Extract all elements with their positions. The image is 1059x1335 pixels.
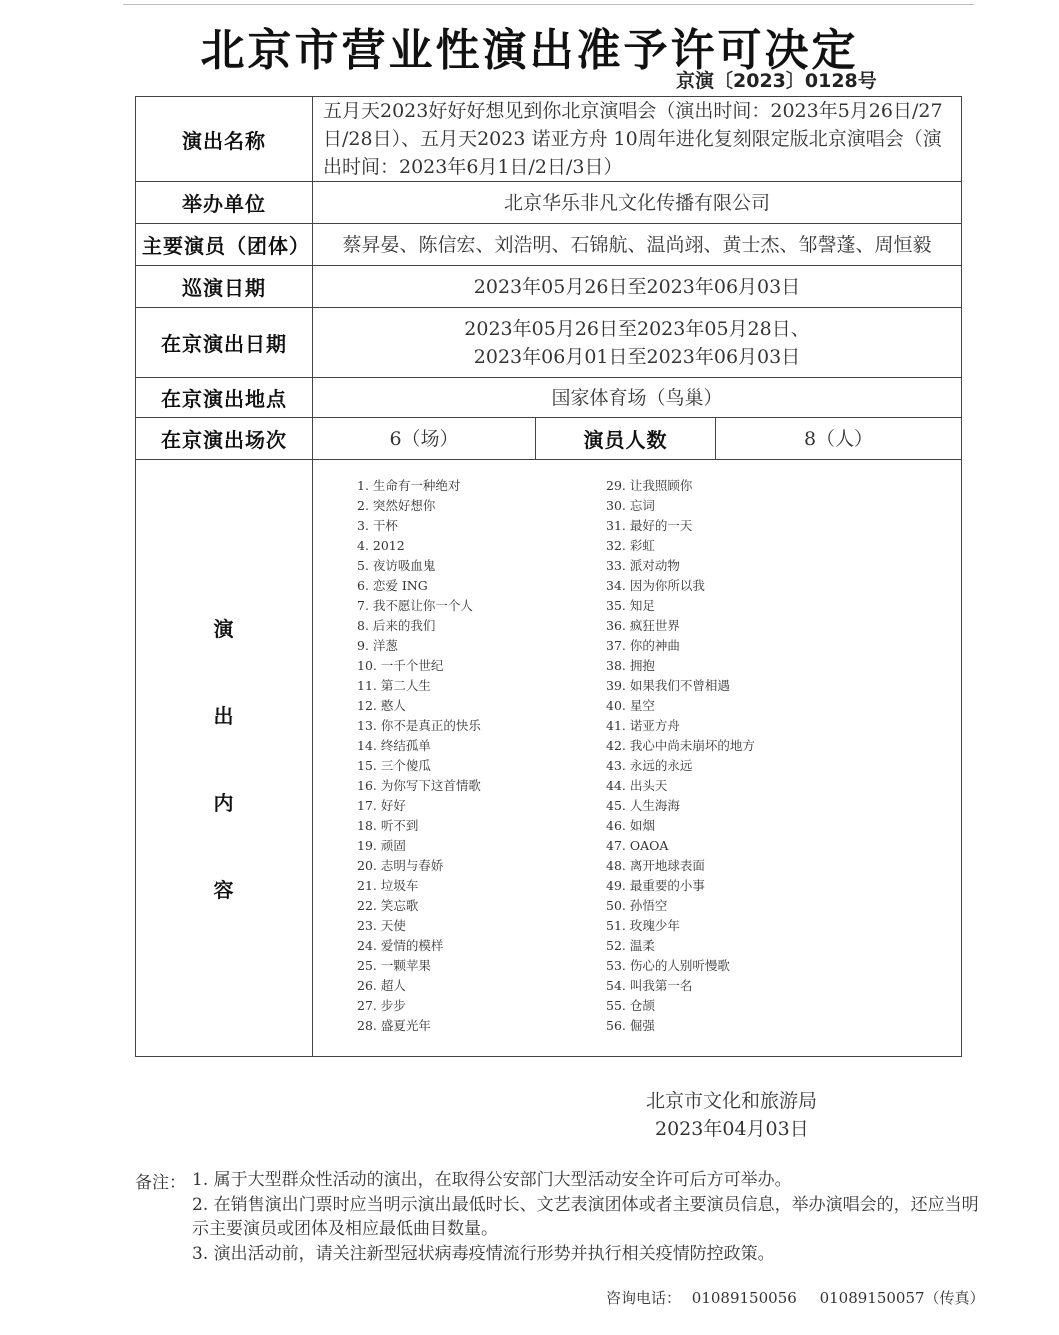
note-item: 2. 在销售演出门票时应当明示演出最低时长、文艺表演团体或者主要演员信息，举办演唱会的，还应当明示主要演员或团体及相应最低曲目数量。 — [192, 1195, 979, 1239]
setlist-item: 52. 温柔 — [606, 938, 655, 953]
setlist-item: 45. 人生海海 — [606, 798, 680, 813]
setlist-column-2 — [606, 476, 755, 1036]
setlist-item: 47. OAOA — [606, 838, 669, 853]
setlist-item: 38. 拥抱 — [606, 658, 655, 673]
note-item: 1. 属于大型群众性活动的演出，在取得公安部门大型活动安全许可后方可举办。 — [192, 1170, 792, 1190]
show-name-value: 五月天2023好好好想见到你北京演唱会（演出时间：2023年5月26日/27日/28日）、五月天2023 诺亚方舟 10周年进化复刻限定版北京演唱会（演出时间：2023年6月1日/2日/3日） — [313, 97, 962, 182]
setlist-item: 50. 孙悟空 — [606, 898, 668, 913]
setlist-item: 41. 诺亚方舟 — [606, 718, 680, 733]
content-label-char: 内 — [213, 791, 235, 815]
row-organizer — [136, 182, 962, 224]
setlist-item: 23. 天使 — [357, 918, 406, 933]
setlist-item: 27. 步步 — [357, 998, 406, 1013]
setlist-item: 6. 恋爱 ING — [357, 578, 428, 593]
setlist-item: 54. 叫我第一名 — [606, 978, 693, 993]
performers-value: 蔡昇晏、陈信宏、刘浩明、石锦航、温尚翊、黄士杰、邹謦蓬、周恒毅 — [313, 224, 962, 266]
beijing-dates-line2: 2023年06月01日至2023年06月03日 — [473, 345, 801, 368]
setlist-item: 37. 你的神曲 — [606, 638, 680, 653]
setlist-item: 1. 生命有一种绝对 — [357, 478, 461, 493]
row-venue — [136, 378, 962, 418]
setlist-item: 33. 派对动物 — [606, 558, 680, 573]
setlist-cell — [313, 460, 962, 1057]
setlist-item: 17. 好好 — [357, 798, 406, 813]
row-sessions — [136, 418, 962, 460]
setlist-item: 12. 憨人 — [357, 698, 406, 713]
contact-label: 咨询电话： — [606, 1289, 682, 1307]
setlist-item: 7. 我不愿让你一个人 — [357, 598, 473, 613]
setlist-item: 25. 一颗苹果 — [357, 958, 431, 973]
note-item: 3. 演出活动前，请关注新型冠状病毒疫情流行形势并执行相关疫情防控政策。 — [192, 1244, 775, 1264]
setlist-item: 16. 为你写下这首情歌 — [357, 778, 481, 793]
beijing-dates-label: 在京演出日期 — [136, 308, 313, 378]
contact-fax: 01089150057（传真） — [819, 1289, 985, 1307]
contact-info — [606, 1287, 991, 1308]
setlist-item: 2. 突然好想你 — [357, 498, 436, 513]
setlist-item: 48. 离开地球表面 — [606, 858, 705, 873]
setlist-item: 40. 星空 — [606, 698, 655, 713]
setlist-item: 30. 忘词 — [606, 498, 655, 513]
setlist-item: 51. 玫瑰少年 — [606, 918, 680, 933]
setlist-item: 11. 第二人生 — [357, 678, 431, 693]
sessions-label: 在京演出场次 — [136, 418, 313, 460]
setlist-item: 8. 后来的我们 — [357, 618, 436, 633]
content-label — [136, 460, 313, 1057]
contact-phone: 01089150056 — [691, 1289, 797, 1307]
row-beijing-dates — [136, 308, 962, 378]
venue-label: 在京演出地点 — [136, 378, 313, 418]
setlist-item: 49. 最重要的小事 — [606, 878, 705, 893]
performers-label: 主要演员（团体） — [136, 224, 313, 266]
setlist-item: 39. 如果我们不曾相遇 — [606, 678, 730, 693]
setlist-item: 29. 让我照顾你 — [606, 478, 693, 493]
organizer-value: 北京华乐非凡文化传播有限公司 — [313, 182, 962, 224]
setlist-item: 43. 永远的永远 — [606, 758, 693, 773]
row-tour-dates — [136, 266, 962, 308]
row-content — [136, 460, 962, 1057]
setlist-item: 14. 终结孤单 — [357, 738, 431, 753]
content-label-char: 出 — [213, 704, 235, 728]
setlist-item: 3. 干杯 — [357, 518, 398, 533]
setlist-item: 10. 一千个世纪 — [357, 658, 444, 673]
performer-count-label: 演员人数 — [536, 418, 716, 460]
setlist-item: 31. 最好的一天 — [606, 518, 693, 533]
document-number: 京演〔2023〕0128号 — [676, 70, 877, 92]
setlist-item: 5. 夜访吸血鬼 — [357, 558, 436, 573]
row-show-name — [136, 97, 962, 182]
setlist-item: 46. 如烟 — [606, 818, 655, 833]
setlist-item: 26. 超人 — [357, 978, 406, 993]
performer-count-value: 8（人） — [716, 418, 962, 460]
content-label-char: 容 — [213, 878, 235, 902]
row-performers — [136, 224, 962, 266]
setlist-item: 19. 顽固 — [357, 838, 406, 853]
sessions-value: 6（场） — [313, 418, 536, 460]
setlist-item: 34. 因为你所以我 — [606, 578, 705, 593]
setlist-item: 18. 听不到 — [357, 818, 419, 833]
setlist-item: 9. 洋葱 — [357, 638, 398, 653]
setlist-item: 55. 仓颉 — [606, 998, 655, 1013]
organizer-label: 举办单位 — [136, 182, 313, 224]
beijing-dates-line1: 2023年05月26日至2023年05月28日、 — [464, 317, 810, 340]
page-top-border — [123, 4, 974, 6]
setlist-item: 28. 盛夏光年 — [357, 1018, 431, 1033]
setlist-item: 21. 垃圾车 — [357, 878, 419, 893]
setlist-item: 56. 倔强 — [606, 1018, 655, 1033]
setlist-item: 42. 我心中尚未崩坏的地方 — [606, 738, 755, 753]
show-name-label: 演出名称 — [136, 97, 313, 182]
venue-value: 国家体育场（鸟巢） — [313, 378, 962, 418]
setlist-item: 36. 疯狂世界 — [606, 618, 680, 633]
setlist-item: 15. 三个傻瓜 — [357, 758, 431, 773]
setlist-item: 24. 爱情的模样 — [357, 938, 444, 953]
issuing-authority: 北京市文化和旅游局 — [646, 1090, 818, 1112]
setlist-item: 4. 2012 — [357, 538, 405, 553]
setlist-item: 53. 伤心的人别听慢歌 — [606, 958, 730, 973]
tour-dates-label: 巡演日期 — [136, 266, 313, 308]
setlist-item: 22. 笑忘歌 — [357, 898, 419, 913]
permit-table — [135, 96, 962, 1057]
notes-label: 备注： — [135, 1173, 186, 1193]
setlist-item: 32. 彩虹 — [606, 538, 655, 553]
setlist-item: 35. 知足 — [606, 598, 655, 613]
beijing-dates-value — [313, 308, 962, 378]
issue-date: 2023年04月03日 — [655, 1118, 809, 1140]
setlist-item: 20. 志明与春娇 — [357, 858, 444, 873]
tour-dates-value: 2023年05月26日至2023年06月03日 — [313, 266, 962, 308]
setlist-item: 13. 你不是真正的快乐 — [357, 718, 481, 733]
content-label-char: 演 — [213, 617, 235, 641]
setlist-column-1 — [357, 476, 481, 1036]
document-title: 北京市营业性演出准予许可决定 — [200, 25, 859, 76]
setlist-item: 44. 出头天 — [606, 778, 668, 793]
